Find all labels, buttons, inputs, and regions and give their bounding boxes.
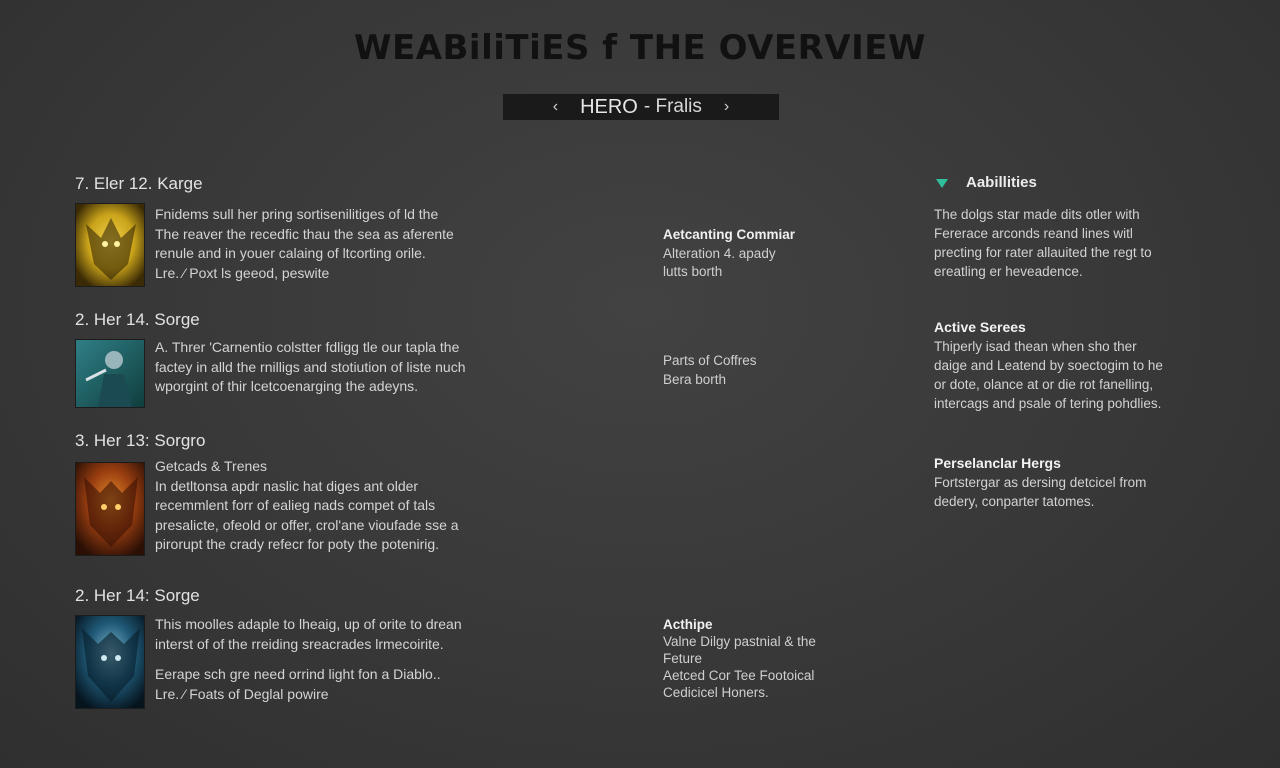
stat-line: Alteration 4. apady (663, 245, 776, 261)
stat-line: Aetcanting Commiar (663, 227, 796, 242)
chevron-right-icon[interactable]: › (723, 98, 730, 115)
hero-stats (663, 226, 863, 282)
description-line: Getcads & Trenes (155, 458, 268, 474)
hero-entry-heading: 2. Her 14. Sorge (75, 310, 200, 329)
stat-line: Acthipe (663, 617, 713, 632)
hero-description (155, 615, 515, 704)
hero-name: HERO (580, 95, 638, 118)
ability-line: The dolgs star made dits otler with (934, 207, 1140, 222)
hero-description (155, 338, 515, 397)
description-line: factey in alld the rnilligs and stotiution of liste nuch (155, 358, 466, 375)
description-line: wporgint of thir lcetcoenarging the adeyns. (155, 378, 419, 394)
abilities-header[interactable] (936, 174, 1037, 191)
hero-subtitle: - Fralis (643, 96, 702, 117)
description-line: Fnidems sull her pring sortisenilitiges of ld the (155, 206, 439, 222)
hero-stats (663, 616, 863, 701)
description-line: In detltonsa apdr naslic hat diges ant older (155, 477, 419, 494)
hero-stats (663, 352, 863, 389)
description-line: The reaver the recedfic thau the sea as aferente (155, 225, 454, 242)
description-line: A. Threr 'Carnentio colstter fdligg tle our tapla the (155, 339, 460, 355)
hero-description (155, 457, 515, 555)
description-line: Lre. ⁄ Poxt ls geeod, peswite (155, 264, 330, 281)
ability-block (934, 205, 1234, 281)
hero-entry-heading: 7. Eler 12. Karge (75, 174, 203, 193)
description-line: This moolles adaple to lheaig, up of orite to drean (155, 616, 462, 632)
ability-line: Thiperly isad thean when sho ther (934, 339, 1137, 354)
stat-line: Valne Dilgy pastnial & the (663, 634, 816, 649)
description-line: interst of of the rreiding sreacrades lrmecoirite. (155, 635, 444, 652)
hero-portrait[interactable] (75, 339, 145, 408)
stat-line: Feture (663, 651, 703, 666)
hero-entry-heading: 3. Her 13: Sorgro (75, 431, 206, 450)
triangle-down-icon[interactable] (936, 179, 948, 188)
hero-portrait[interactable] (75, 203, 145, 287)
stat-line: Bera borth (663, 371, 727, 387)
ability-line: or dote, olance at or die rot fanelling, (934, 377, 1154, 392)
description-line: Lre. ⁄ Foats of Deglal powire (155, 685, 329, 702)
stat-line: Aetced Cor Tee Footoical (663, 668, 815, 683)
ability-block (934, 318, 1234, 413)
description-spacer (155, 654, 515, 665)
ability-line: ereatling er heveadence. (934, 264, 1083, 279)
stat-line: Cedicicel Honers. (663, 685, 769, 700)
hero-portrait[interactable] (75, 615, 145, 709)
description-line: recemmlent forr of ealieg nads compet of tals (155, 497, 436, 513)
hero-portrait[interactable] (75, 462, 145, 556)
ability-title: Perselanclar Hergs (934, 455, 1061, 471)
hero-selector[interactable] (503, 94, 779, 120)
ability-title: Active Serees (934, 319, 1026, 335)
ability-line: daige and Leatend by soectogim to he (934, 358, 1163, 373)
description-line: pirorupt the crady refecr for poty the potenirig. (155, 536, 440, 552)
hero-description (155, 205, 515, 283)
abilities-title: Aabillities (966, 174, 1037, 191)
ability-line: Fortstergar as dersing detcicel from (934, 475, 1147, 490)
ability-line: dedery, conparter tatomes. (934, 494, 1095, 509)
ability-block (934, 454, 1234, 511)
description-line: renule and in youer calaing of ltcorting orile. (155, 245, 426, 261)
stat-line: Parts of Coffres (663, 353, 757, 368)
description-line: Eerape sch gre need orrind light fon a Diablo.. (155, 666, 441, 682)
ability-line: precting for rater allauited the regt to (934, 245, 1152, 260)
stat-line: lutts borth (663, 264, 723, 279)
hero-entry-heading: 2. Her 14: Sorge (75, 586, 200, 605)
ability-line: intercags and psale of tering pohdlies. (934, 396, 1162, 411)
description-line: presalicte, ofeold or offer, crol'ane vioufade sse a (155, 516, 459, 533)
page-title: WEABiliTiES f THE OVERVIEW (353, 28, 927, 68)
chevron-left-icon[interactable]: ‹ (552, 98, 559, 115)
ability-line: Fererace arconds reand lines witl (934, 226, 1133, 241)
